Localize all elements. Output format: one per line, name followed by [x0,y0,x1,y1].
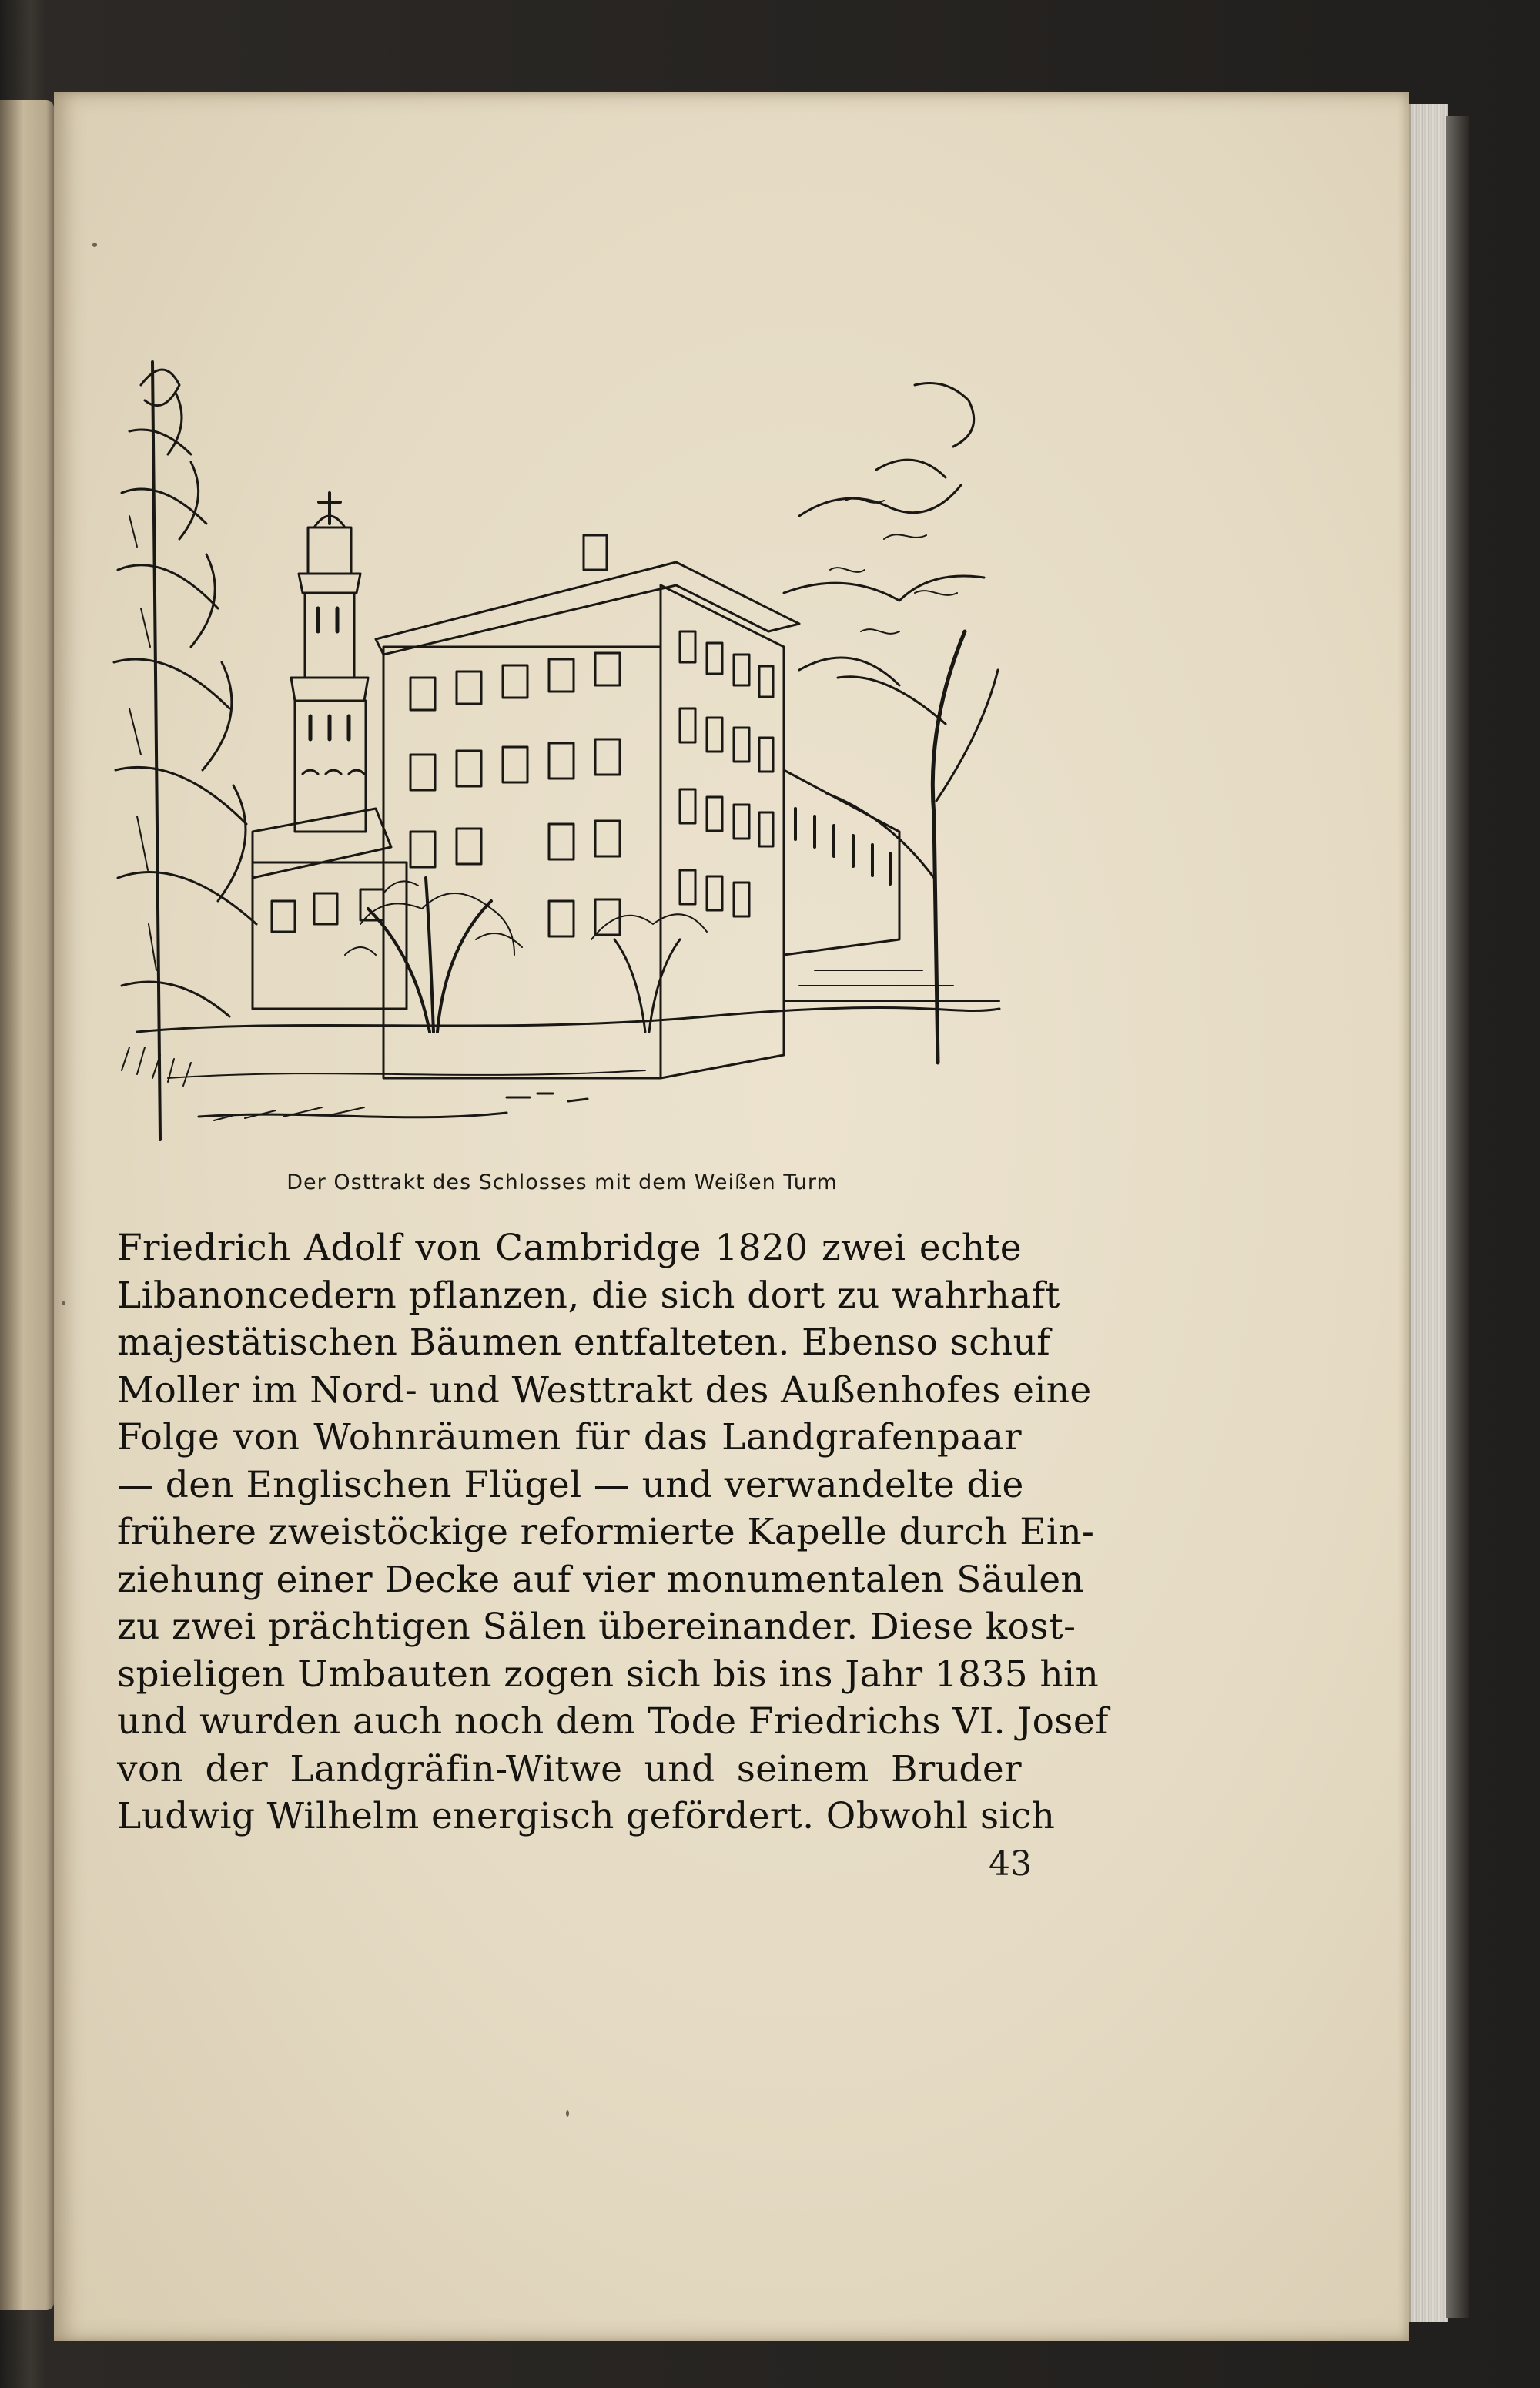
small-tree [591,914,707,1032]
text-line: ziehung einer Decke auf vier monumentalen Säulen [117,1558,1085,1601]
white-tower [291,493,368,832]
east-wing-main-building [376,535,799,1078]
ground-lines [137,1007,999,1032]
left-page-edge [0,100,54,2310]
text-line: zu zwei prächtigen Sälen übereinander. Diese kost- [117,1606,1076,1648]
castle-illustration [106,339,1016,1163]
illustration-caption: Der Osttrakt des Schlosses mit dem Weißen Turm [286,1171,838,1194]
text-line: Ludwig Wilhelm energisch gefördert. Obwohl sich [117,1795,1056,1837]
conifer-tree [114,362,256,1140]
text-line: Libanoncedern pflanzen, die sich dort zu wahrhaft [117,1274,1060,1317]
text-line: Moller im Nord- und Westtrakt des Außenhofes eine [117,1368,1092,1412]
text-line: von der Landgräfin-Witwe und seinem Bruder [117,1747,1022,1790]
text-line: spieligen Umbauten zogen sich bis ins Jahr 1835 hin [117,1653,1100,1696]
text-line: Folge von Wohnräumen für das Landgrafenpaar [117,1416,1022,1459]
text-line: majestätischen Bäumen entfalteten. Ebenso schuf [117,1321,1051,1364]
page-number: 43 [989,1844,1032,1884]
body-text [117,1224,1109,1840]
text-line: — den Englischen Flügel — und verwandelte die [117,1463,1024,1506]
deciduous-tree-right [784,383,998,1063]
page-stack-shadow [1446,116,1469,2318]
page-stack-edge [1409,104,1448,2322]
north-wing [784,770,999,1001]
text-line: frühere zweistöckige reformierte Kapelle durch Ein- [117,1511,1095,1553]
text-line: und wurden auch noch dem Tode Friedrichs VI. Josef [117,1700,1109,1743]
text-line: Friedrich Adolf von Cambridge 1820 zwei echte [117,1227,1022,1269]
